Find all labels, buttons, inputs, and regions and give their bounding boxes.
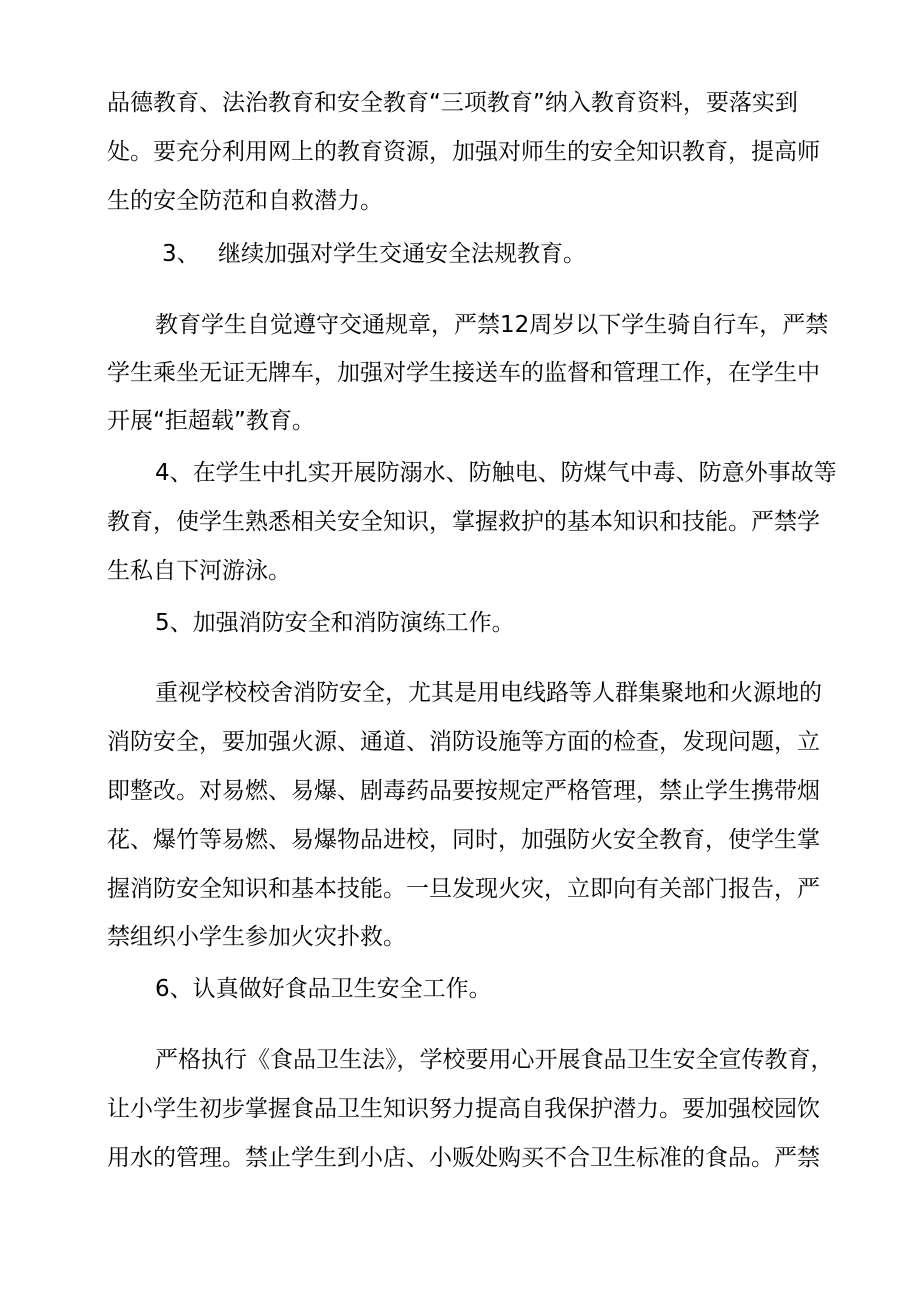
text-line: 花、爆竹等易燃、易爆物品进校，同时，加强防火安全教育，使学生掌 bbox=[107, 827, 820, 853]
text-line: 生的安全防范和自救潜力。 bbox=[107, 188, 383, 214]
text-line: 让小学生初步掌握食品卫生知识努力提高自我保护潜力。要加强校园饮 bbox=[107, 1096, 820, 1122]
text-line: 握消防安全知识和基本技能。一旦发现火灾，立即向有关部门报告，严 bbox=[107, 876, 820, 902]
text-line: 严格执行《食品卫生法》，学校要用心开展食品卫生安全宣传教育， bbox=[155, 1047, 834, 1073]
section-heading-5: 5、加强消防安全和消防演练工作。 bbox=[155, 610, 515, 636]
text-line: 即整改。对易燃、易爆、剧毒药品要按规定严格管理，禁止学生携带烟 bbox=[107, 778, 820, 804]
text-line: 教育，使学生熟悉相关安全知识，掌握救护的基本知识和技能。严禁学 bbox=[107, 509, 820, 535]
text-line: 消防安全，要加强火源、通道、消防设施等方面的检查，发现问题，立 bbox=[107, 729, 820, 755]
text-line: 开展“拒超载”教育。 bbox=[107, 408, 315, 434]
section-number-3: 3、 bbox=[162, 241, 200, 267]
text-line: 品德教育、法治教育和安全教育“三项教育”纳入教育资料，要落实到 bbox=[107, 90, 798, 116]
text-line: 用水的管理。禁止学生到小店、小贩处购买不合卫生标准的食品。严禁 bbox=[107, 1145, 820, 1171]
text-line: 禁组织小学生参加火灾扑救。 bbox=[107, 924, 406, 950]
section-heading-3: 继续加强对学生交通安全法规教育。 bbox=[218, 241, 586, 267]
section-heading-4: 4、在学生中扎实开展防溺水、防触电、防煤气中毒、防意外事故等 bbox=[155, 460, 837, 486]
text-line: 学生乘坐无证无牌车，加强对学生接送车的监督和管理工作，在学生中 bbox=[107, 360, 820, 386]
text-line: 重视学校校舍消防安全，尤其是用电线路等人群集聚地和火源地的 bbox=[155, 680, 822, 706]
text-line: 处。要充分利用网上的教育资源，加强对师生的安全知识教育，提高师 bbox=[107, 139, 820, 165]
text-line: 生私自下河游泳。 bbox=[107, 558, 291, 584]
section-heading-6: 6、认真做好食品卫生安全工作。 bbox=[155, 976, 492, 1002]
text-line: 教育学生自觉遵守交通规章，严禁12周岁以下学生骑自行车，严禁 bbox=[155, 312, 829, 338]
